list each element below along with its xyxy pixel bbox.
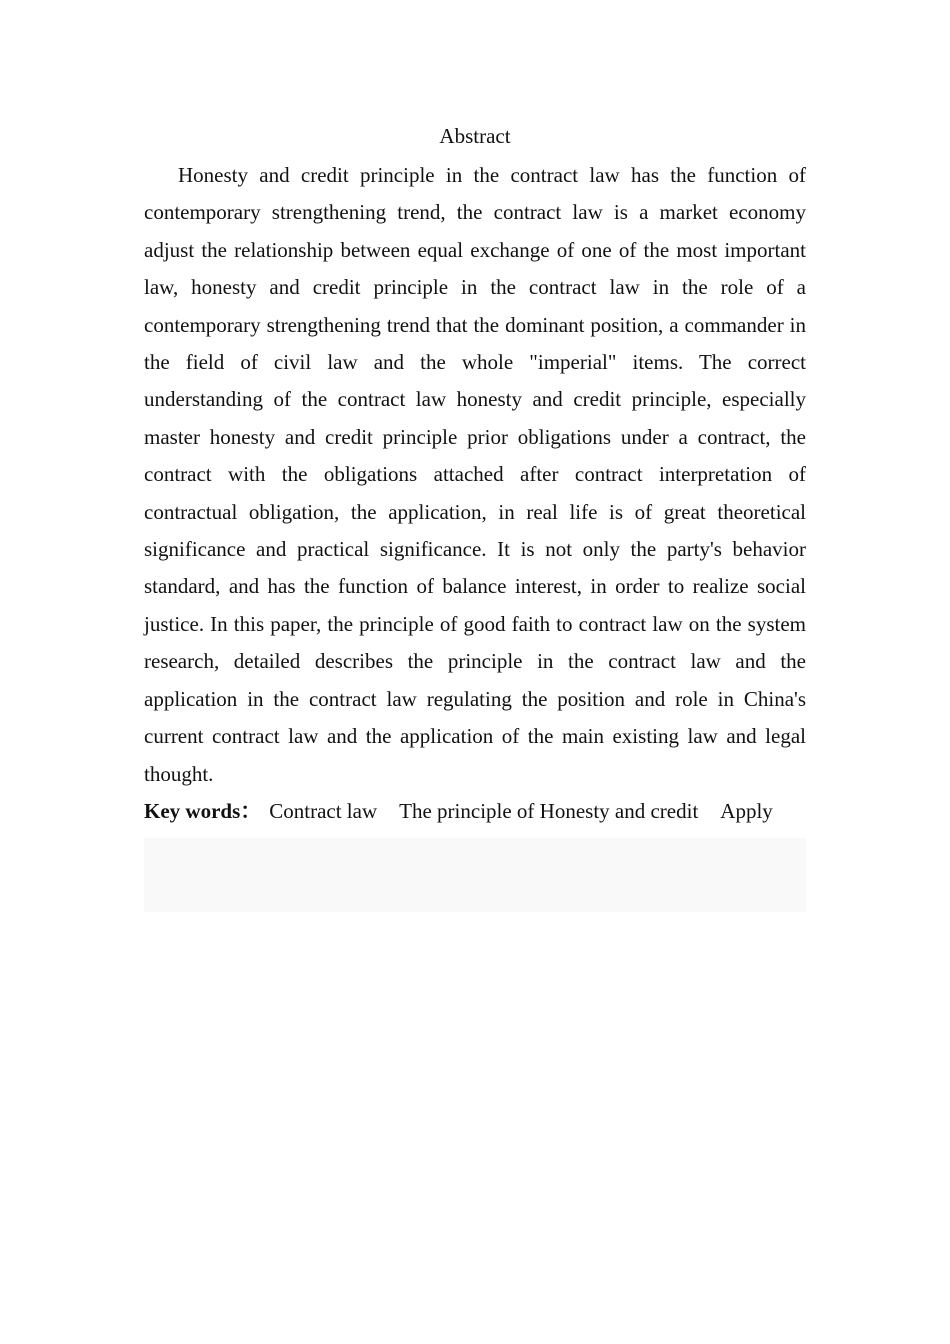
- abstract-page: [144, 120, 806, 912]
- blank-area: [144, 838, 806, 912]
- keywords-line: [144, 793, 806, 830]
- abstract-title: Abstract: [439, 124, 511, 148]
- keywords-label: Key words: [144, 798, 241, 823]
- keyword-item: The principle of Honesty and credit: [399, 798, 699, 823]
- keyword-item: Contract law: [269, 798, 378, 823]
- keyword-item: Apply: [720, 798, 773, 823]
- abstract-paragraph: Honesty and credit principle in the contract law has the function of contemporary strengthening trend, the contract law is a market economy adjust the relationship between equal exchange of one of the most important law, honesty and credit principle in the contract law in the role of a contemporary strengthening trend that the dominant position, a commander in the field of civil law and the whole "imperial" items. The correct understanding of the contract law honesty and credit principle, especially master honesty and credit principle prior obligations under a contract, the contract with the obligations attached after contract interpretation of contractual obligation, the application, in real life is of great theoretical significance and practical significance. It is not only the party's behavior standard, and has the function of balance interest, in order to realize social justice. In this paper, the principle of good faith to contract law on the system research, detailed describes the principle in the contract law and the application in the contract law regulating the position and role in China's current contract law and the application of the main existing law and legal thought.: [144, 163, 806, 786]
- keywords-separator: ：: [240, 798, 262, 823]
